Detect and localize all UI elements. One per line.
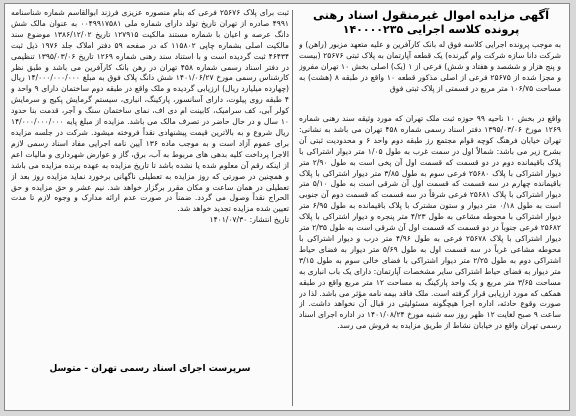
notice-title: آگهی مزایده اموال غیرمنقول اسناد رهنی [312,8,550,22]
footer-signature-text: سرپرست اجرای اسناد رسمی تهران - متوسل [49,364,251,374]
column-divider [292,10,293,406]
signature-footer [11,364,289,374]
notice-header [301,8,561,37]
case-number-title: پرونده کلاسه اجرایی ۱۴۰۰۰۰۲۳۵ [342,23,520,36]
right-column-intro: به موجب پرونده اجرایی کلاسه فوق له بانک کارآفرین و علیه متعهد مزبور (راهن) و شرکت دانا سازه شرکت وام گیرنده) یک قطعه آپارتمان به پلاک ثبتی ۲۵۶۷۶ (بیست و پنج هزار و ششصد و هفتاد و شش) فرعی از ۱ (یک) اصلی بخش ۱۰ تهران مفروز و مجزا شده از ۲۵۶۷۵ فرعی از اصلی مذکور قطعه ۱۰ واقع در طبقه ۸ (هشت) به مساحت ۱۰۶/۷۵ متر مربع در قسمتی از پلاک ثبتی فوق [299,40,561,93]
left-column-body: ثبت برای پلاک ۲۵۶۷۶ فرعی که بنام منصوره عزیزی فرزند ابوالقاسم شماره شناسنامه ۴۹۹۱ صادره از تهران تاریخ تولد دارای شماره ملی ۰۰۴۹۹۱۷۵۸۱ به عنوان مالک شش دانگ عرصه و اعیان با شماره مستند مالکیت ۱۲۷۹۱۵ تاریخ ۱۳۸۶/۱۲/۰۲ موضوع سند مالکیت اصلی بشماره چاپی ۱۱۵۸۰۲ که در صفحه ۵۹ دفتر املاک جلد ۱۹۷۶ ذیل ثبت ۴۶۴۳۴ ثبت گردیده است و با استناد سند رهنی شماره ۱۲۶۹ تاریخ ۱۳۹۵/۰۳/۰۶ تنظیمی در دفتر اسناد رسمی شماره ۴۵۸ تهران در رهن بانک کارآفرین می باشد و طبق نظر کارشناس رسمی مورخ ۱۴۰۱/۰۶/۲۷ شش دانگ پلاک فوق به مبلغ ۱۴/۰۰۰/۰۰۰/۰۰۰ ریال (چهارده میلیارد ریال) ارزیابی گردیده و ملک واقع در طبقه دوم ساختمان دارای ۹ واحد و ۴ طبقه روی پیلوت، دارای آسانسور، پارکینگ، انباری، سیستم گرمایش پکیج و سرمایش کولر آبی، کف سرامیک، کابینت ام دی اف، نمای ساختمان سنگ و آجر، قدمت بنا حدود ۱۰ سال و در حال حاضر در تصرف مالک می باشد. مزایده از مبلغ پایه ۱۴/۰۰۰/۰۰۰/۰۰۰ ریال شروع و به بالاترین قیمت پیشنهادی نقداً فروخته میشود. شرکت در جلسه مزایده برای عموم آزاد است و به موجب ماده ۱۳۶ آیین نامه اجرایی مفاد اسناد رسمی لازم الاجرا پرداخت کلیه بدهی های مربوط به آب، برق، گاز و عوارض شهرداری و مالیات اعم از اینکه رقم آن معلوم شده یا نشده باشد تا تاریخ مزایده به عهده برنده مزایده می باشد و همچنین در صورتی که روز مزایده به تعطیلی ناگهانی برخورد نماید مزایده روز بعد از تعطیلی در همان ساعت و مکان مقرر برگزار خواهد شد. نیم عشر و حق مزایده و حق الحراج نقداً وصول می گردد. ضمناً در صورت عدم ارائه مدارک و وجوه لازم تا مدت تعیین شده مزایده تجدید خواهد شد. تاریخ انتشار: ۱۴۰۱/۰۷/۳۰ [11,8,289,225]
document-page [4,3,570,411]
right-column-body: واقع در بخش ۱۰ ناحیه ۹۹ حوزه ثبت ملک تهران که مورد وثیقه سند رهنی شماره ۱۲۶۹ مورخ ۱۳۹۵/۰۳/۰۶ دفتر اسناد رسمی شماره ۴۵۸ تهران می باشد به نشانی: تهران خیابان فرهنگ کوچه قوام مجتمع رز طبقه دوم واحد ۶ و محدودیت ثبتی آن بشرح زیر می باشد: شمالاً اول در سمت غرب به طول ۱/۰۵ متر دیوار اشتراکی با پلاک باقیمانده دوم در دو قسمت که قسمت اول آن پخی است به طول ۲/۹۰ متر دیوار اشتراکی با پلاک ۲۵۶۸۰ فرعی سوم به طول ۳/۸۵ متر دیوار اشتراکی با پلاک باقیمانده چهارم در سه قسمت که قسمت اول آن شرقی است به طول ۵/۱۰ متر دیوار اشتراکی با پلاک ۲۵۶۸۱ فرعی شرقاً در سه قسمت که قسمت دوم آن جنوبی است به طول ۰/۱۸ متر دیوار و ستون مشترک با پلاک باقیمانده به طول ۶/۹۵ متر دیوار اشتراکی با محوطه مشاعی به طول ۴/۲۳ متر پنجره و دیوار اشتراکی با پلاک ۲۵۶۸۲ فرعی جنوباً در دو قسمت که قسمت اول آن شرقی است به طول ۲/۳۵ متر دیوار اشتراکی با پلاک ۲۵۶۷۸ فرعی به طول ۴/۹۶ متر درب و دیوار اشتراکی با محوطه مشاعی غرباً در سه قسمت اول به طول ۵/۶۹ متر دیوار به فضای حیاط اشتراکی دوم به طول ۲/۲۵ متر دیوار اشتراکی با فضای خالی سوم به طول ۳/۱۵ متر دیوار به فضای حیاط اشتراکی سایر مشخصات آپارتمان: دارای یک باب انباری به مساحت ۳/۶۵ متر مربع و یک واحد پارکینگ به مساحت ۱۲ متر مربع واقع در طبقه همکف که مورد ارزیابی قرار گرفته است. ملک فاقد بیمه نامه مؤثر می باشد. لذا در صورت وقوع حادثه، اداره اجرا هیچگونه مسئولیتی در قبال آن نخواهد داشت. از ساعت ۹ صبح لغایت ۱۲ ظهر روز سه شنبه مورخ ۱۴۰۱/۰۸/۲۴ در اداره اجرای اسناد رسمی تهران واقع در خیابان نشاط از طریق مزایده به فروش می رسد. [299,114,561,331]
